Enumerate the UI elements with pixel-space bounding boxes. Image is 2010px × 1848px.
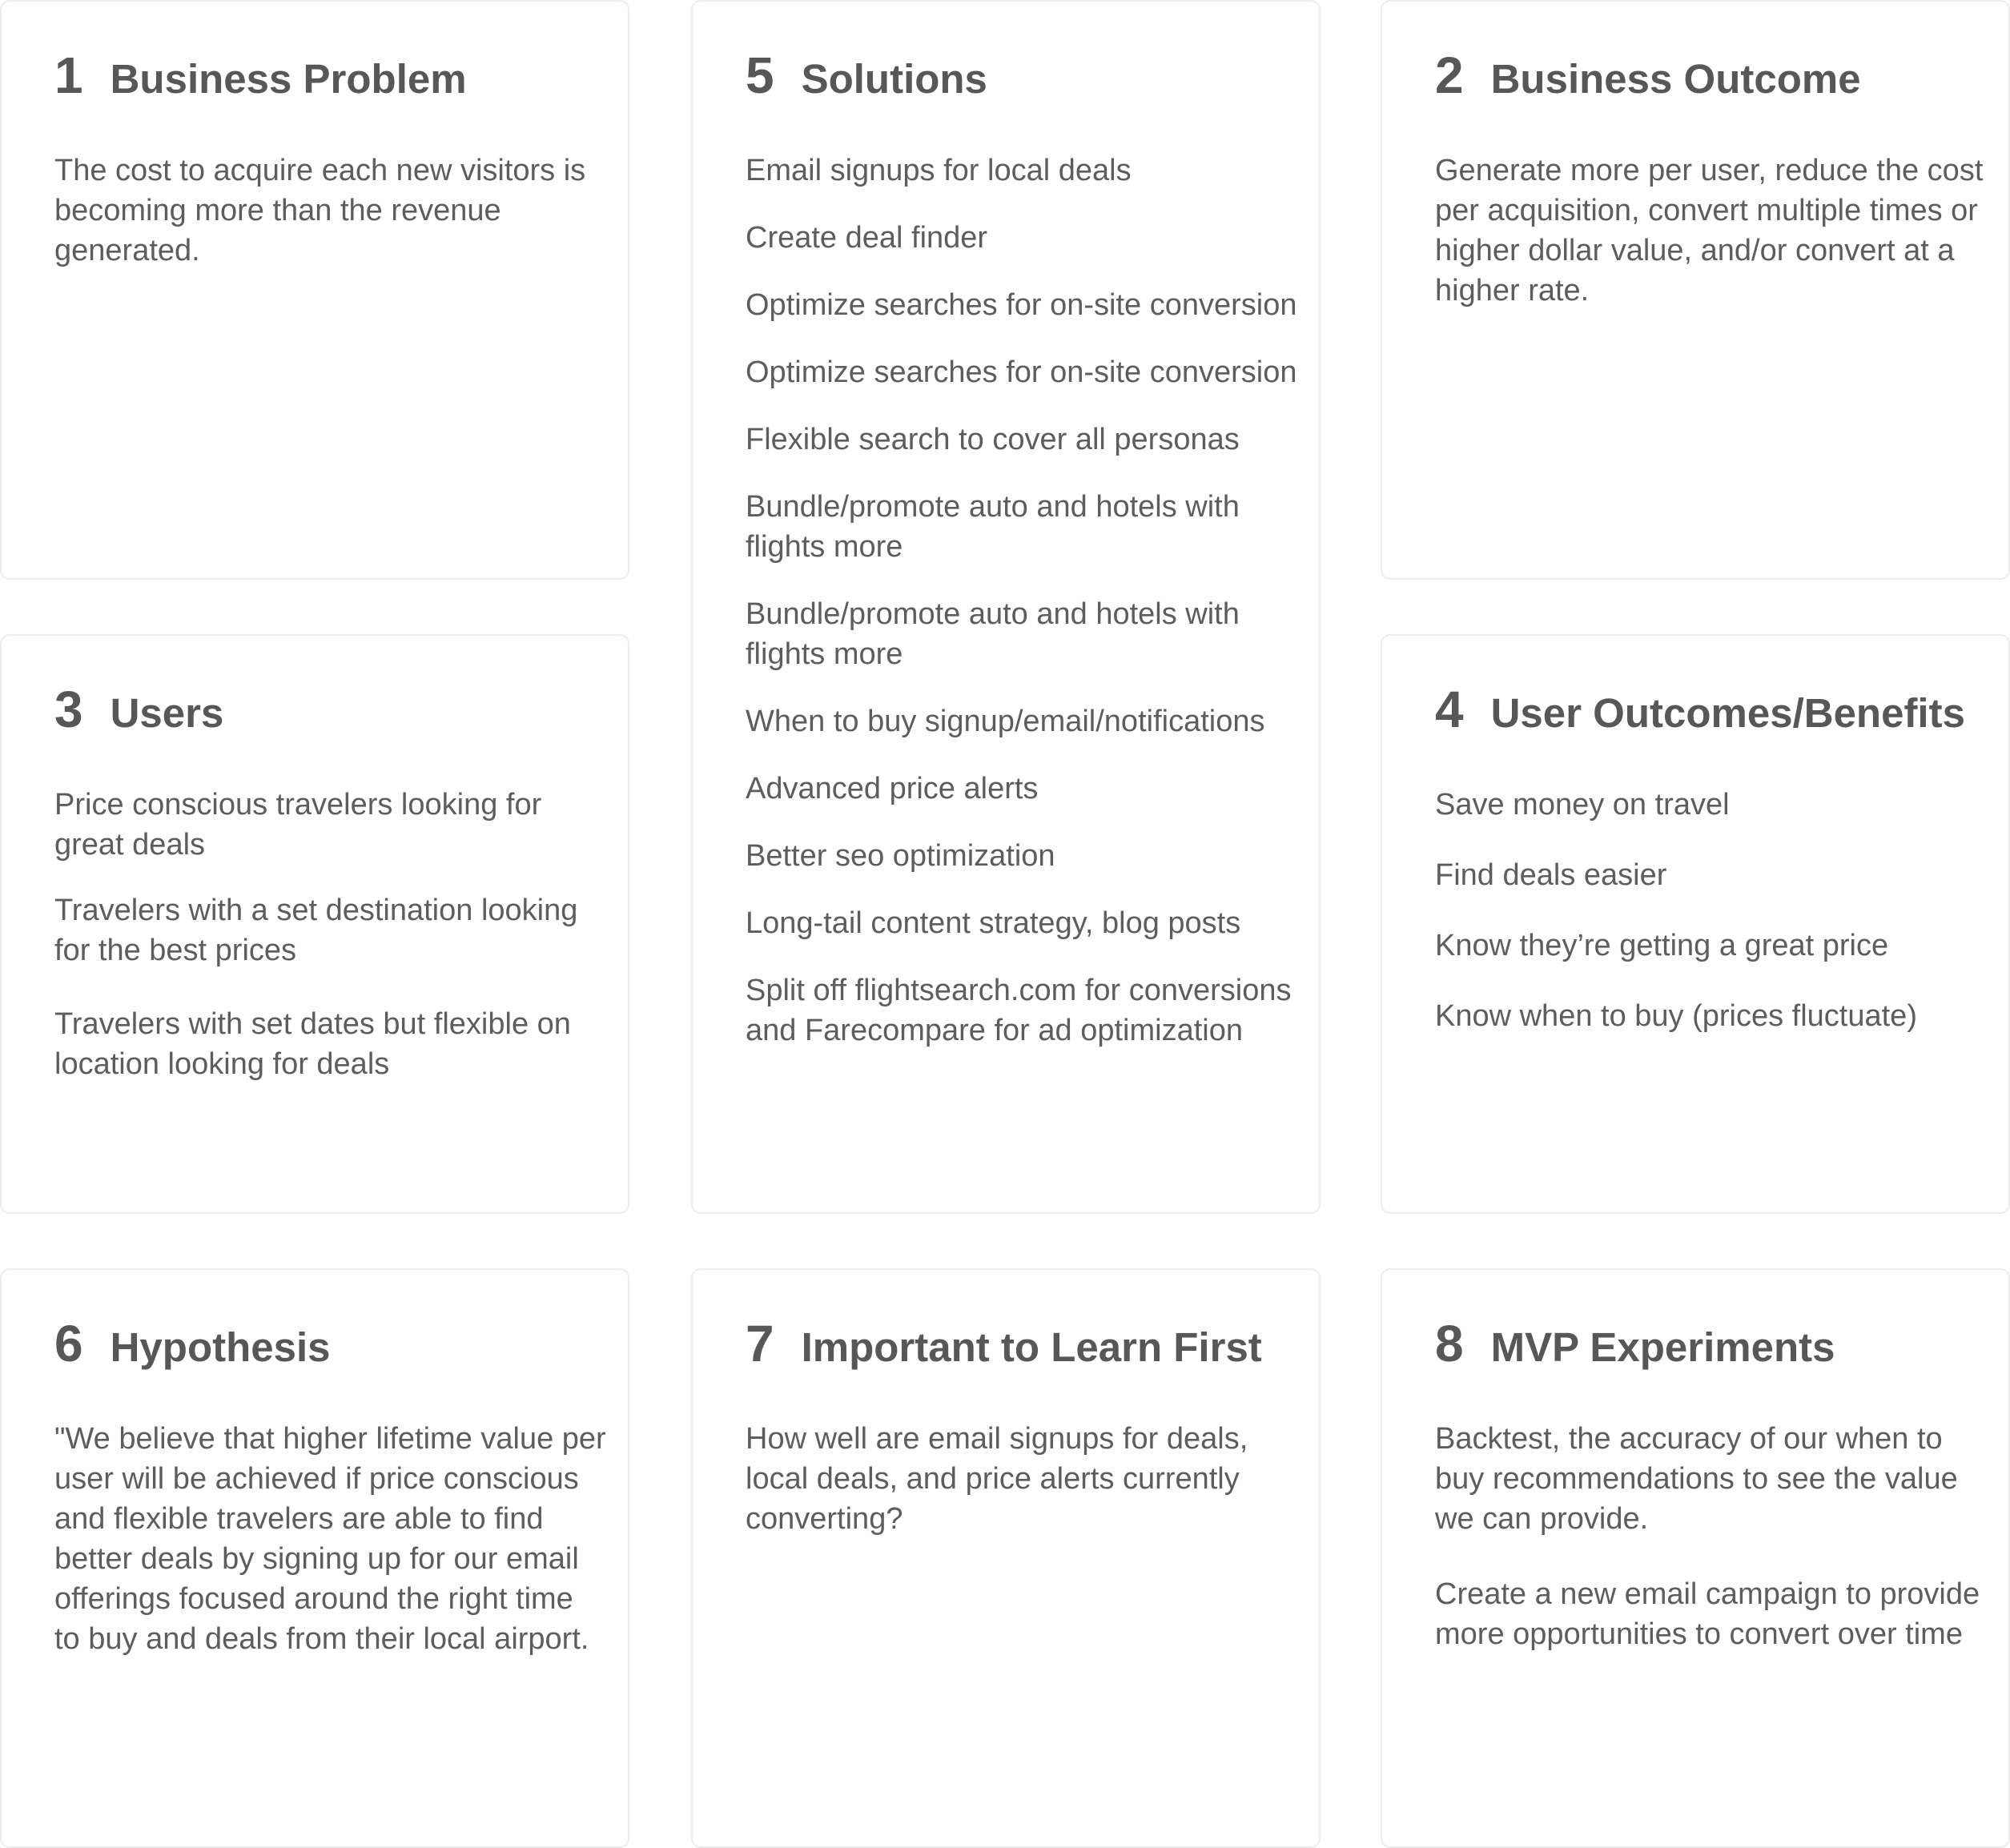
card-text: How well are email signups for deals, local deals, and price alerts currently converting? — [746, 1422, 1248, 1536]
list-item: When to buy signup/email/notifications — [746, 705, 1265, 738]
card-body — [1435, 1419, 1988, 1689]
list-item: Optimize searches for on-site conversion — [746, 288, 1297, 322]
card-mvp-experiments — [1381, 1268, 2010, 1848]
list-item: Price conscious travelers looking for great deals — [54, 788, 542, 862]
list-item: Find deals easier — [1435, 858, 1667, 892]
card-body — [746, 151, 1298, 1078]
card-title: Users — [110, 690, 224, 736]
card-header — [1435, 46, 1861, 104]
list-item: Travelers with set dates but flexible on location looking for deals — [54, 1007, 571, 1081]
list-item: Backtest, the accuracy of our when to buy recommendations to see the value we can provide. — [1435, 1422, 1958, 1536]
list-item: Bundle/promote auto and hotels with flights more — [746, 490, 1240, 564]
card-number: 7 — [746, 1315, 774, 1372]
list-item: Create a new email campaign to provide more opportunities to convert over time — [1435, 1577, 1980, 1651]
card-solutions — [691, 0, 1321, 1214]
card-header — [1435, 1315, 1835, 1372]
list-item: Better seo optimization — [746, 839, 1055, 873]
list-item: Travelers with a set destination looking for the best prices — [54, 894, 578, 967]
card-title: User Outcomes/Benefits — [1490, 690, 1965, 736]
card-header — [54, 681, 224, 738]
card-number: 1 — [54, 46, 83, 104]
list-item: Long-tail content strategy, blog posts — [746, 906, 1241, 940]
card-body — [746, 1419, 1298, 1539]
list-item: Know they’re getting a great price — [1435, 929, 1889, 962]
card-business-outcome — [1381, 0, 2010, 580]
card-number: 4 — [1435, 681, 1464, 738]
list-item: Flexible search to cover all personas — [746, 423, 1240, 456]
list-item: Save money on travel — [1435, 788, 1730, 822]
card-number: 2 — [1435, 46, 1464, 104]
list-item: Bundle/promote auto and hotels with flights more — [746, 597, 1240, 671]
card-title: Business Problem — [110, 56, 467, 102]
card-title: Important to Learn First — [801, 1324, 1262, 1370]
card-body — [1435, 785, 1988, 1067]
card-text: Generate more per user, reduce the cost per acquisition, convert multiple times or higher dollar value, and/or convert at a higher rate. — [1435, 154, 1984, 307]
card-user-outcomes-benefits — [1381, 634, 2010, 1214]
card-header — [746, 1315, 1262, 1372]
card-title: Solutions — [801, 56, 987, 102]
card-header — [54, 1315, 331, 1372]
list-item: Email signups for local deals — [746, 154, 1132, 187]
card-title: Hypothesis — [110, 1324, 331, 1370]
card-header — [1435, 681, 1965, 738]
card-title: Business Outcome — [1490, 56, 1861, 102]
card-users — [0, 634, 629, 1214]
card-body — [1435, 151, 1988, 311]
list-item: Create deal finder — [746, 221, 988, 255]
card-title: MVP Experiments — [1490, 1324, 1835, 1370]
card-body — [54, 785, 607, 1110]
card-text: The cost to acquire each new visitors is becoming more than the revenue generated. — [54, 154, 586, 267]
list-item: Advanced price alerts — [746, 772, 1039, 805]
card-number: 8 — [1435, 1315, 1464, 1372]
card-number: 3 — [54, 681, 83, 738]
list-item: Know when to buy (prices fluctuate) — [1435, 999, 1917, 1033]
card-number: 5 — [746, 46, 774, 104]
card-business-problem — [0, 0, 629, 580]
card-body — [54, 1419, 607, 1659]
card-header — [54, 46, 467, 104]
card-number: 6 — [54, 1315, 83, 1372]
card-important-to-learn-first — [691, 1268, 1321, 1848]
card-text: "We believe that higher lifetime value per user will be achieved if price conscious and flexible travelers are able to find better deals by signing up for our email offerings focused around the right time to buy and deals from their local airport. — [54, 1422, 606, 1656]
list-item: Optimize searches for on-site conversion — [746, 356, 1297, 389]
card-header — [746, 46, 987, 104]
card-body — [54, 151, 607, 271]
card-hypothesis — [0, 1268, 629, 1848]
list-item: Split off flightsearch.com for conversions and Farecompare for ad optimization — [746, 974, 1292, 1047]
